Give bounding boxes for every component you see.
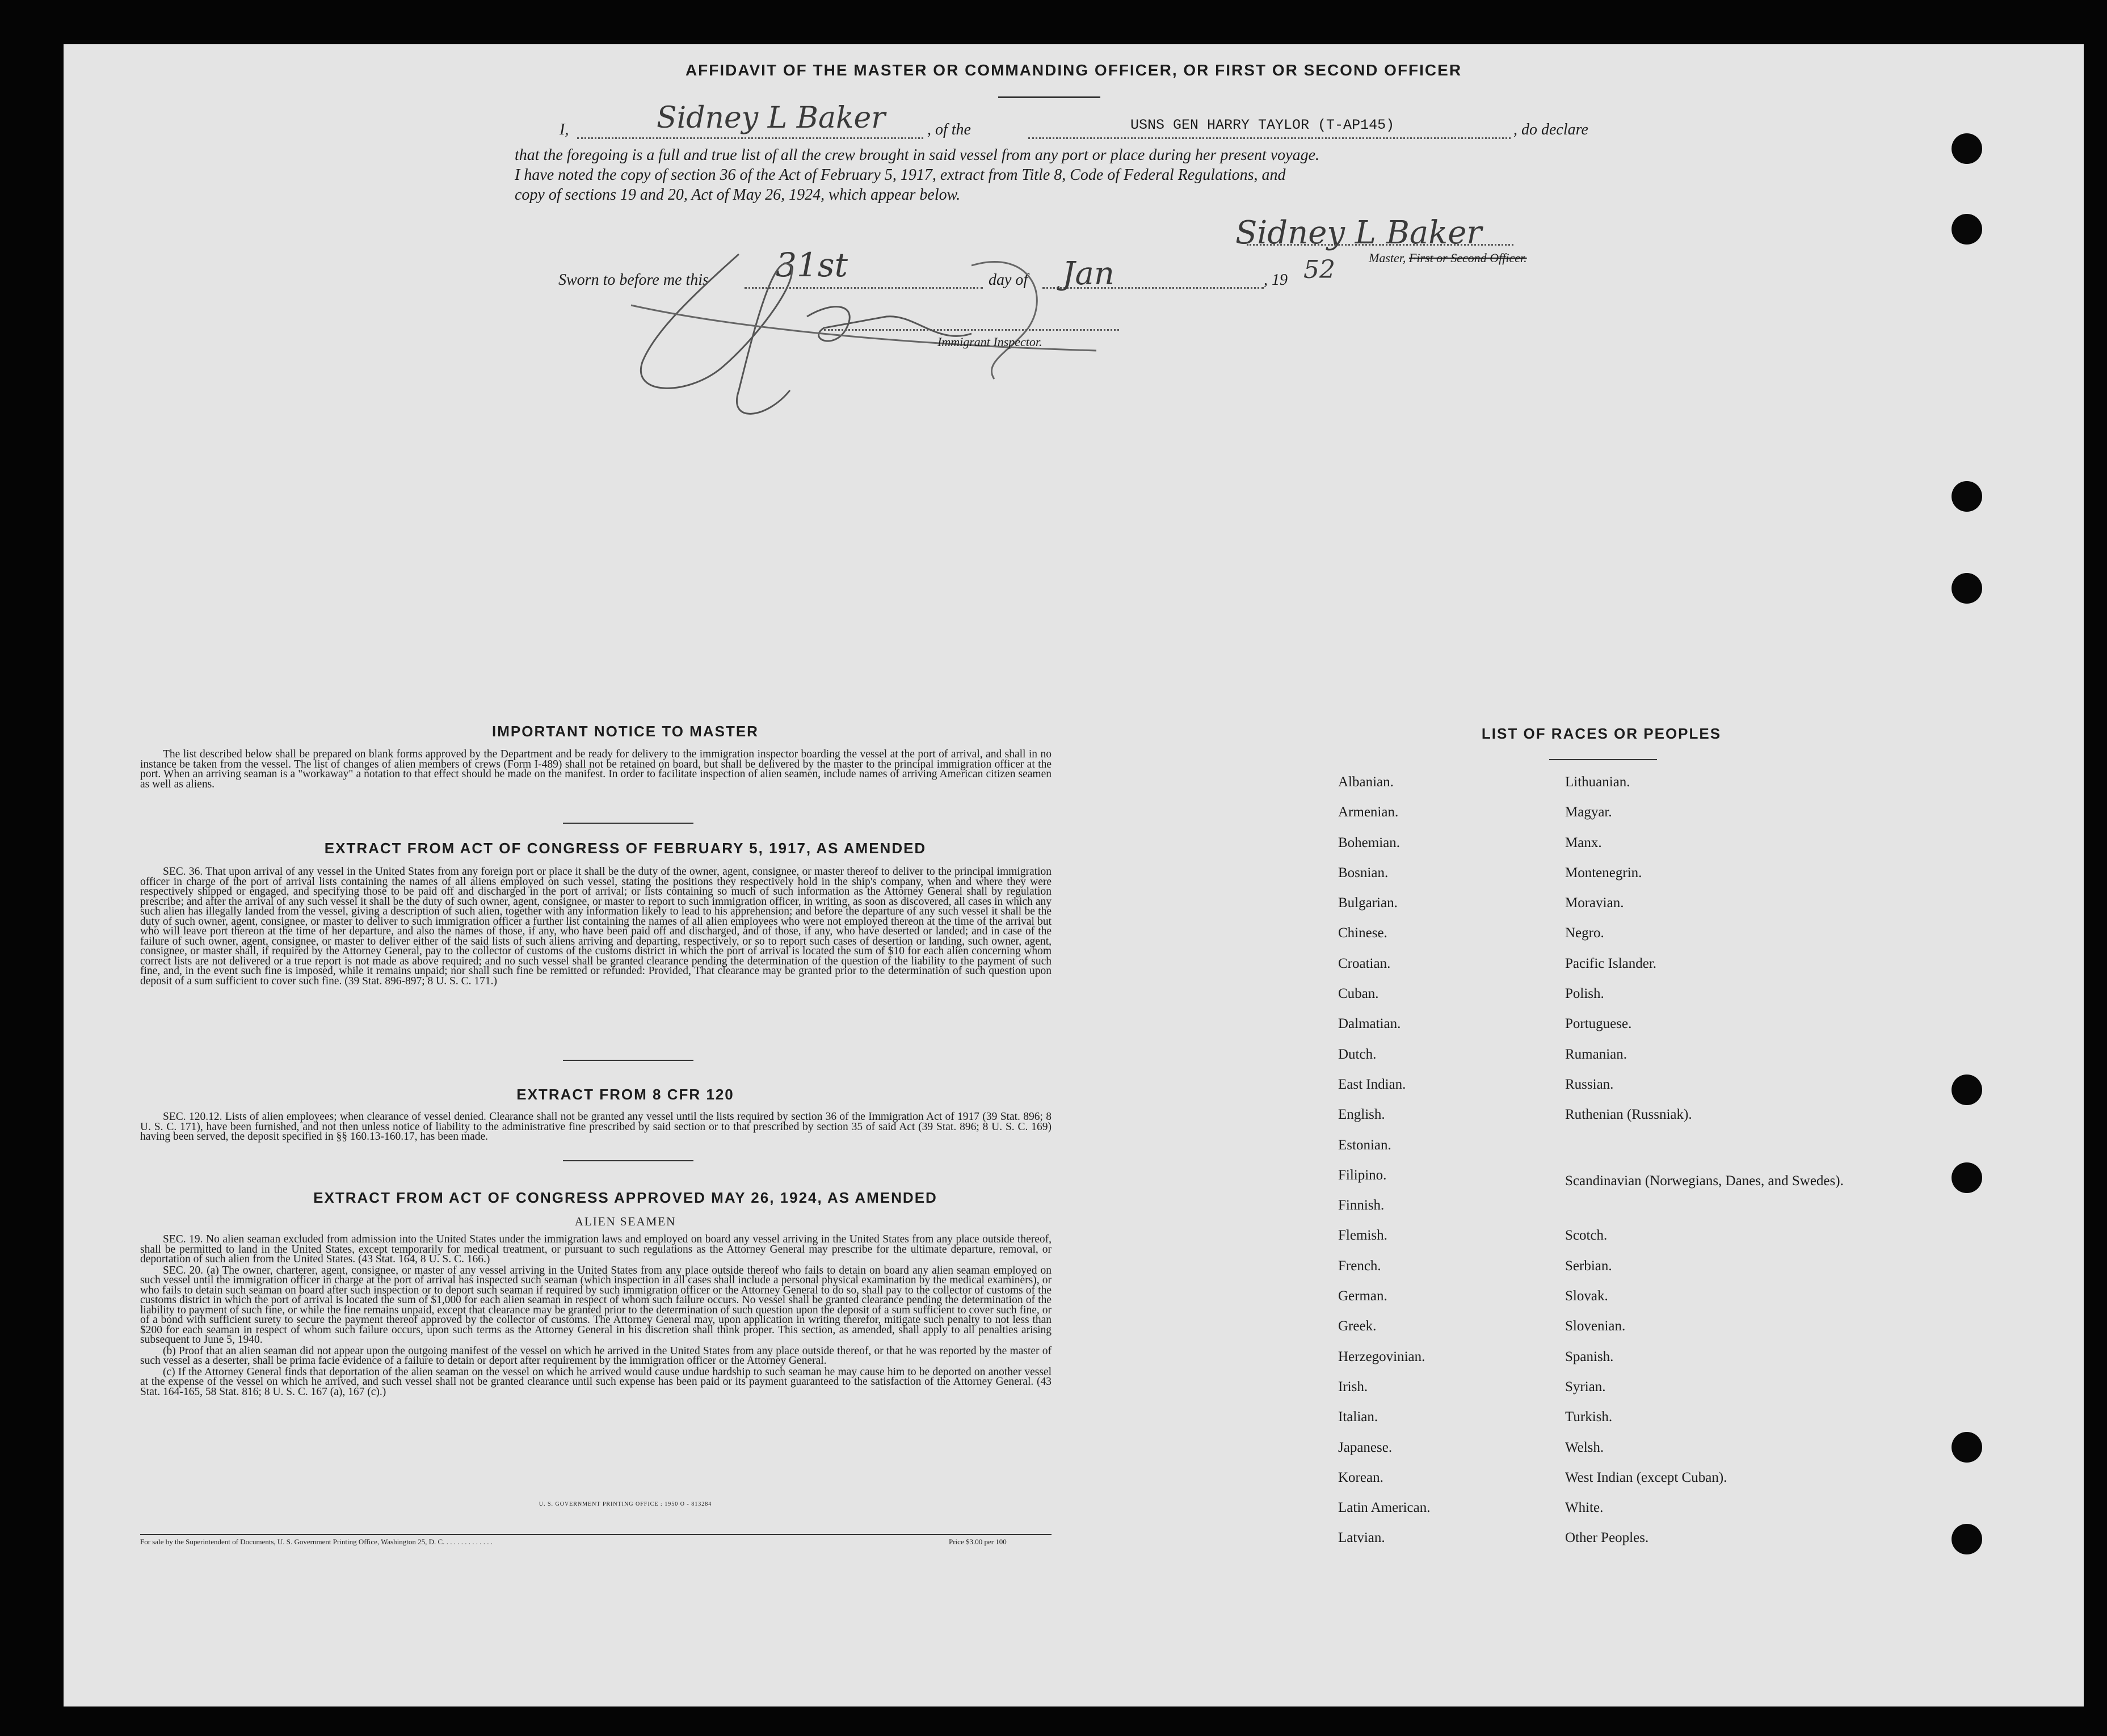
extract-1917-text: SEC. 36. That upon arrival of any vessel in the United States from any foreign port or place it shall be the duty of the owner, agent, consignee, or master thereof to deliver to the principal immigration officer in charge of the port of arrival lists containing the names of all aliens employed on such vessel, stating the positions they respectively hold in the ship's company, when and where they were respectively shipped or engaged, and specifying those to be paid off and discharged in the port of arrival; or lists containing so much of such information as the Attorney General shall by regulation prescribe; and after the arrival of any such vessel it shall be the duty of such owner, agent, consignee, or master to report to such immigration officer, in writing, as soon as discovered, all cases in which any such alien has illegally landed from the vessel, giving a description of such alien, together with any information likely to lead to his apprehension; and before the departure of any such vessel it shall be the duty of such owner, agent, consignee, or master to deliver to such immigration officer a further list containing the names of all alien employees who were not employed thereon at the time of the arrival but who will leave port thereon at the time of her departure, and also the names of those, if any, who have been paid off and discharged, and of those, if any, who have deserted or landed; and in case of the failure of such owner, agent, consignee, or master to deliver either of the said lists of such aliens arriving and departing, respectively, or so to report such cases of desertion or landing, such owner, agent, consignee, or master shall, if required by the Attorney General, pay to the collector of customs of the customs district in which the port of arrival is located the sum of $10 for each alien concerning whom correct lists are not delivered or a true report is not made as above required; and no such vessel shall be granted clearance pending the determination of the question of the liability to the payment of such fine, and, in the event such fine is imposed, while it remains unpaid; nor shall such fine be remitted or refunded: Provided, That clearance may be granted prior to the determination of such question upon deposit of a sum sufficient to cover such fine. (39 Stat. 896-897; 8 U. S. C. 171.) [140, 866, 1052, 987]
binder-hole [1952, 1524, 1982, 1554]
binder-hole [1952, 214, 1982, 245]
binder-hole [1952, 1162, 1982, 1193]
sworn-text: Sworn to before me this [558, 271, 709, 289]
extract-1924-text: SEC. 19. No alien seaman excluded from admission into the United States under the immigration laws and employed on board any vessel arriving in the United States from any place outside thereof, shall be permitted to land in the United States, except temporarily for medical treatment, or pursuant to such regulations as the Attorney General may prescribe for the ultimate departure, removal, or deportation of such alien from the United States. (43 Stat. 164, 8 U. S. C. 166.) SEC. 20. (a) The owner, charterer, agent, consignee, or master of any vessel arriving in the United States from any place outside thereof who fails to detain on board any alien seaman employed on such vessel until the immigration officer in charge at the port of arrival has inspected such seaman (which inspection in all cases shall include a personal physical examination by the medical examiners), or who fails to detain such seaman on board after such inspection or to deport such seaman if required by such immigration officer or the Attorney General to do so, shall pay to the collector of customs of the customs district in which the port of arrival is located the sum of $1,000 for each alien seaman in respect of whom such failure occurs. No vessel shall be granted clearance pending the determination of the liability to payment of such fine, or while the fine remains unpaid, except that clearance may be granted prior to the determination of such question upon the deposit of a sum sufficient to cover such fine, or of a bond with sufficient surety to secure the payment thereof approved by the collector of customs. The Attorney General may, upon application in writing therefor, mitigate such penalty to not less than $200 for each seaman in respect of whom such failure occurs, upon such terms as the Attorney General in his discretion shall think proper. This section, as amended, shall apply to all penalties arising subsequent to June 5, 1940. (b) Proof that an alien seaman did not appear upon the outgoing manifest of the vessel on which he arrived in the United States from any place outside thereof, or that he was reported by the master of such vessel as a deserter, shall be prima facie evidence of a failure to detain or deport after requirement by the immigration officer or the Attorney General. (c) If the Attorney General finds that deportation of the alien seaman on the vessel on which he arrived would cause undue hardship to such seaman he may cause him to be deported on another vessel at the expense of the vessel on which he arrived, and such vessel shall not be granted clearance until such expense has been paid or its payment guaranteed to the satisfaction of the Attorney General. (43 Stat. 164-165, 58 Stat. 816; 8 U. S. C. 167 (a), 167 (c).) [140, 1233, 1052, 1398]
notice-heading: IMPORTANT NOTICE TO MASTER [492, 723, 759, 740]
vessel-line [1028, 137, 1511, 139]
divider [563, 1060, 693, 1061]
inspector-label: Immigrant Inspector. [937, 335, 1042, 349]
inspector-signature [620, 231, 1130, 441]
printing-office-line: U. S. GOVERNMENT PRINTING OFFICE : 1950 O - 813284 [539, 1501, 712, 1507]
binder-hole [1952, 1075, 1982, 1105]
races-column-left: Albanian. Armenian. Bohemian. Bosnian. Bulgarian. Chinese. Croatian. Cuban. Dalmatian. Dutch. East Indian. English. Estonian. Filipino. Finnish. Flemish. French. German. Greek. Herzegovinian. Irish. Italian. Japanese. Korean. Latin American. Latvian. [1338, 774, 1431, 1546]
month-handwritten: Jan [1062, 255, 1115, 292]
affidavit-title: AFFIDAVIT OF THE MASTER OR COMMANDING OFFICER, OR FIRST OR SECOND OFFICER [685, 61, 1462, 79]
affidavit-of: , of the [927, 121, 971, 138]
divider [1549, 759, 1657, 760]
footer-rule [140, 1534, 1052, 1535]
footer-sale-line: For sale by the Superintendent of Documents, U. S. Government Printing Office, Washington 25, D. C. . . . . . . . . . . . . . [140, 1537, 493, 1546]
extract-1924-heading: EXTRACT FROM ACT OF CONGRESS APPROVED MAY 26, 1924, AS AMENDED [313, 1189, 937, 1206]
extract-cfr-text: SEC. 120.12. Lists of alien employees; when clearance of vessel denied. Clearance shall not be granted any vessel until the lists required by section 36 of the Immigration Act of 1917 (39 Stat. 896; 8 U. S. C. 171), have been furnished, and not then unless notice of liability to the administrative fine prescribed by said section or to that prescribed by section 35 of said Act (39 Stat. 896; 8 U. S. C. 169) having been served, the deposit specified in §§ 160.13-160.17, has been made. [140, 1111, 1052, 1143]
day-handwritten: 31st [776, 246, 848, 284]
races-column-right: Lithuanian. Magyar. Manx. Montenegrin. Moravian. Negro. Pacific Islander. Polish. Portuguese. Rumanian. Russian. Ruthenian (Russniak). Scandinavian (Norwegians, Danes, and Swedes). Scotch. Serbian. Slovak. Slovenian. Spanish. Syrian. Turkish. Welsh. West Indian (except Cuban). White. Other Peoples. [1565, 774, 1844, 1546]
notice-text: The list described below shall be prepared on blank forms approved by the Department and be ready for delivery to the immigration inspector boarding the vessel at the port of arrival, and shall in no instance be taken from the vessel. The list of changes of alien members of crews (Form I-489) shall not be retained on board, but shall be delivered by the master to the principal immigration officer at the port. When an arriving seaman is a "workaway" a notation to that effect should be made on the manifest. In order to facilitate inspection of alien seamen, include names of arriving American citizen seamen as well as aliens. [140, 748, 1052, 790]
name-line [577, 137, 923, 139]
binder-hole [1952, 1432, 1982, 1463]
divider [563, 823, 693, 824]
signature-line [1247, 244, 1513, 246]
binder-hole [1952, 573, 1982, 604]
extract-cfr-heading: EXTRACT FROM 8 CFR 120 [516, 1086, 734, 1103]
extract-1917-heading: EXTRACT FROM ACT OF CONGRESS OF FEBRUARY 5, 1917, AS AMENDED [324, 840, 927, 857]
affidavit-declare: , do declare [1513, 121, 1588, 138]
affidavit-body: that the foregoing is a full and true list of all the crew brought in said vessel from any port or place during her present voyage. I have noted the copy of section 36 of the Act of February 5, 1917, extract from Title 8, Code of Federal Regulations, and copy of sections 19 and 20, Act of May 26, 1924, which appear below. [515, 146, 1320, 204]
binder-hole [1952, 481, 1982, 512]
inspector-line [824, 329, 1119, 331]
master-name-signature: Sidney L Baker [657, 101, 886, 135]
divider [998, 96, 1100, 98]
year-prefix: , 19 [1264, 271, 1288, 289]
binder-hole [1952, 133, 1982, 164]
alien-seamen-subheading: ALIEN SEAMEN [574, 1215, 676, 1228]
races-heading: LIST OF RACES OR PEOPLES [1481, 725, 1722, 742]
master-signature: Sidney L Baker [1235, 214, 1482, 251]
vessel-name: USNS GEN HARRY TAYLOR (T-AP145) [1130, 117, 1395, 133]
master-title: Master, First or Second Officer. [1369, 251, 1527, 265]
divider [563, 1160, 693, 1161]
affidavit-i: I, [560, 121, 569, 138]
year-handwritten: 52 [1303, 255, 1335, 284]
day-of-text: day of [989, 271, 1028, 289]
footer-price: Price $3.00 per 100 [949, 1537, 1007, 1546]
document-page [64, 44, 2084, 1706]
